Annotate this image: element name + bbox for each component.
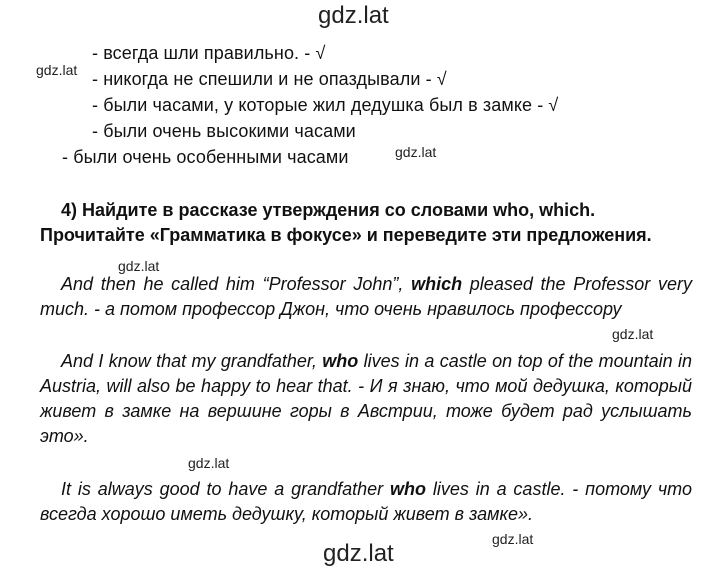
- sentence-paragraph-3: [40, 477, 692, 527]
- sentence-paragraph-2: [40, 349, 692, 449]
- task-heading: [40, 198, 692, 248]
- watermark-before-para3: gdz.lat: [188, 455, 230, 471]
- watermark-after-para3: gdz.lat: [492, 531, 534, 547]
- para1-text-pre: And then he called him “Professor John”,: [61, 274, 412, 294]
- watermark-para1: gdz.lat: [118, 258, 160, 274]
- para1-keyword: which: [411, 274, 463, 294]
- para1-text-post: pleased the Professor very much. - а потом профессор Джон, что очень нравилось профессору: [40, 274, 693, 319]
- task-line2: Прочитайте «Грамматика в фокусе» и переведите эти предложения.: [40, 225, 652, 245]
- list-item: - были очень особенными часами: [62, 147, 349, 167]
- list-item: - были очень высокими часами: [92, 121, 356, 141]
- para2-text-post: lives in a castle on top of the mountain in Austria, will also be happy to hear that. - И я знаю, что мой дедушка, который живет в замке на вершине горы в Австрии, тоже будет рад услышать это».: [40, 351, 692, 446]
- task-line1: 4) Найдите в рассказе утверждения со словами who, which.: [61, 200, 596, 220]
- para2-keyword: who: [322, 351, 359, 371]
- watermark-left-list: gdz.lat: [36, 62, 78, 78]
- watermark-after-para1: gdz.lat: [612, 326, 654, 342]
- list-item: - никогда не спешили и не опаздывали - √: [92, 69, 447, 89]
- watermark-after-list: gdz.lat: [395, 144, 437, 160]
- watermark-bottom: gdz.lat: [323, 540, 394, 567]
- sentence-paragraph-1: [40, 272, 692, 322]
- para2-text-pre: And I know that my grandfather,: [61, 351, 323, 371]
- list-item: - были часами, у которые жил дедушка был в замке - √: [92, 95, 559, 115]
- para3-keyword: who: [390, 479, 426, 499]
- para3-text-pre: It is always good to have a grandfather: [61, 479, 390, 499]
- list-item: - всегда шли правильно. - √: [92, 43, 326, 63]
- para3-text-post: lives in a castle. - потому что всегда хорошо иметь дедушку, который живет в замке».: [40, 479, 692, 524]
- watermark-top: gdz.lat: [318, 2, 389, 29]
